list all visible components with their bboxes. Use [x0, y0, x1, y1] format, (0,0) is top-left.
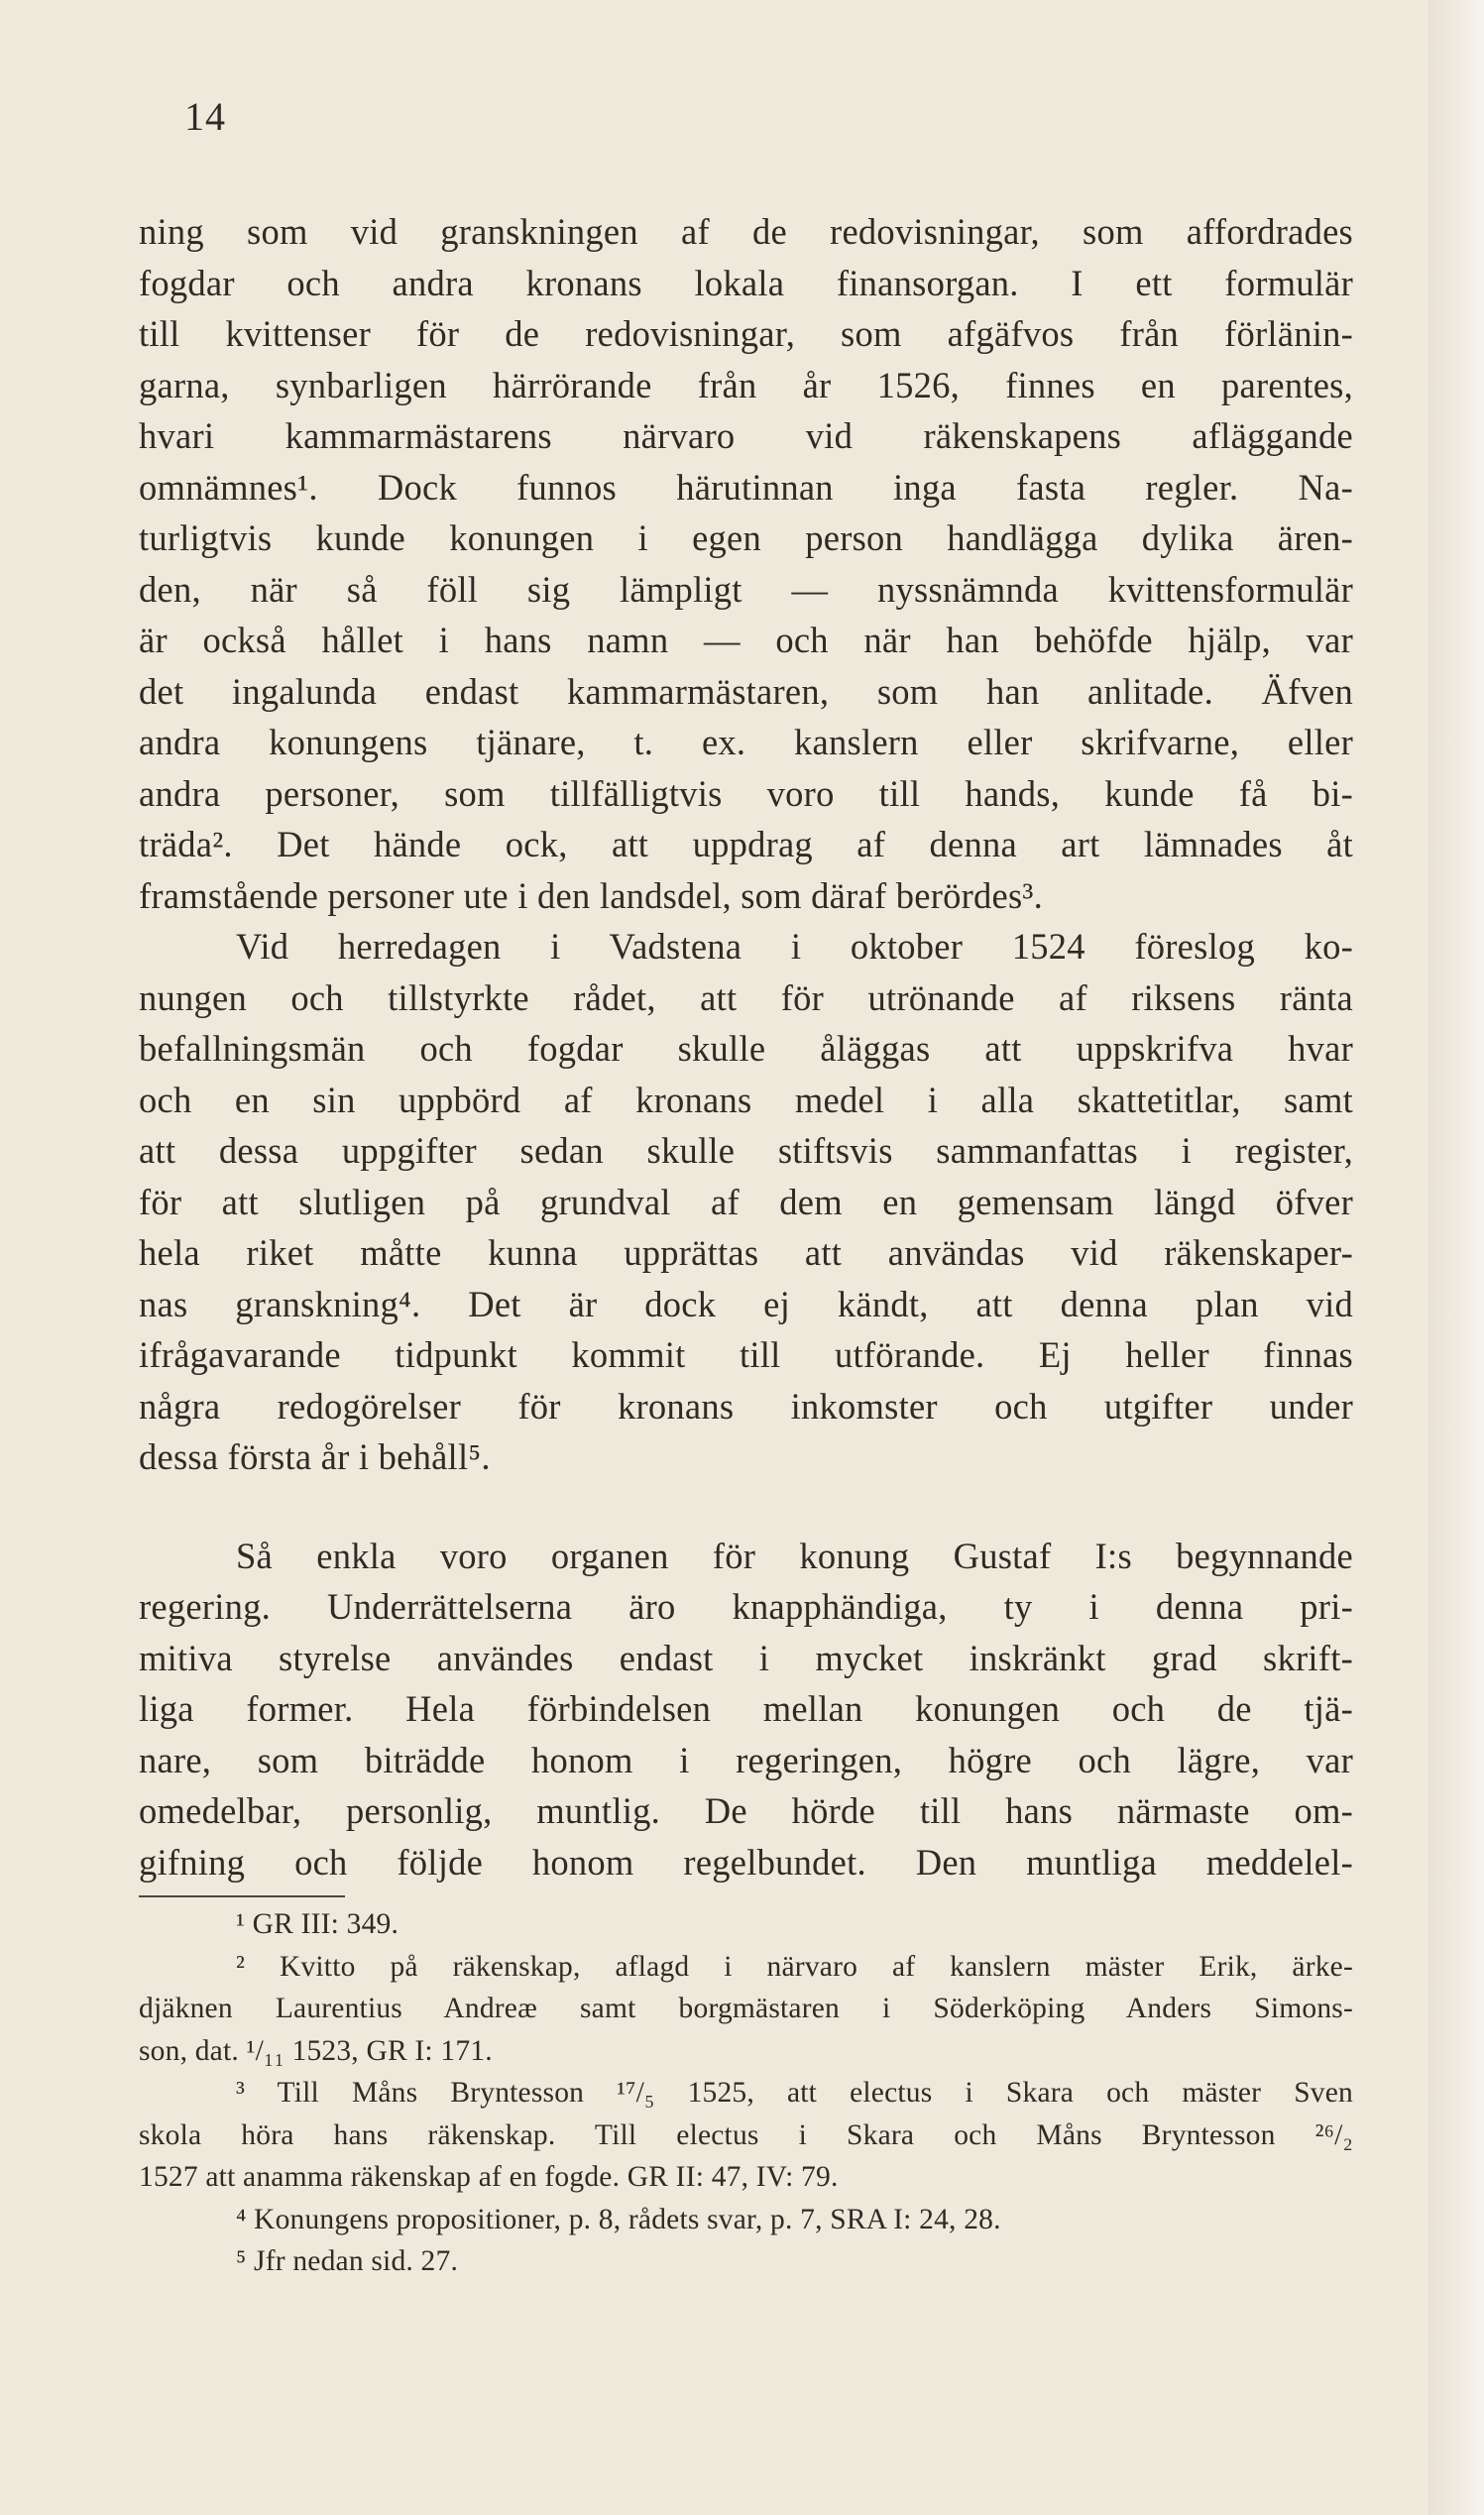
text-line: Vid herredagen i Vadstena i oktober 1524 föreslog ko- [236, 926, 1353, 967]
text-line: omedelbar, personlig, muntlig. De hörde till hans närmaste om- [139, 1790, 1353, 1831]
footnote-line: ⁴ Konungens propositioner, p. 8, rådets svar, p. 7, SRA I: 24, 28. [236, 2203, 1001, 2235]
footnote-line: 1527 att anamma räkenskap af en fogde. GR II: 47, IV: 79. [139, 2161, 839, 2193]
text-line: ning som vid granskningen af de redovisningar, som affordrades [139, 211, 1353, 252]
text-line: det ingalunda endast kammarmästaren, som han anlitade. Äfven [139, 670, 1353, 712]
text-line: nas granskning⁴. Det är dock ej kändt, att denna plan vid [139, 1283, 1353, 1324]
body-text [139, 206, 1353, 1887]
text-line: mitiva styrelse användes endast i mycket inskränkt grad skrift- [139, 1637, 1353, 1678]
text-line: befallningsmän och fogdar skulle åläggas att uppskrifva hvar [139, 1028, 1353, 1069]
text-line: till kvittenser för de redovisningar, som afgäfvos från förlänin- [139, 313, 1353, 354]
text-line: framstående personer ute i den landsdel, som däraf berördes³. [139, 874, 1043, 916]
text-line: andra konungens tjänare, t. ex. kanslern eller skrifvarne, eller [139, 722, 1353, 762]
footnote-line: ⁵ Jfr nedan sid. 27. [236, 2245, 459, 2277]
text-line: Så enkla voro organen för konung Gustaf I:s begynnande [236, 1535, 1353, 1576]
text-line: dessa första år i behåll⁵. [139, 1436, 491, 1477]
text-line: nare, som biträdde honom i regeringen, högre och lägre, var [139, 1739, 1353, 1780]
footnote-line: ² Kvitto på räkenskap, aflagd i närvaro af kanslern mäster Erik, ärke- [236, 1950, 1353, 1983]
text-line: gifning och följde honom regelbundet. Den muntliga meddelel- [139, 1841, 1353, 1883]
text-line: omnämnes¹. Dock funnos härutinnan inga fasta regler. Na- [139, 466, 1353, 508]
text-line: liga former. Hela förbindelsen mellan konungen och de tjä- [139, 1688, 1353, 1729]
text-line: är också hållet i hans namn — och när han behöfde hjälp, var [139, 620, 1353, 660]
page-edge [1428, 0, 1484, 2515]
text-line: träda². Det hände ock, att uppdrag af denna art lämnades åt [139, 824, 1353, 864]
paragraph-gap [139, 1483, 1353, 1531]
text-line: fogdar och andra kronans lokala finansorgan. I ett formulär [139, 262, 1353, 303]
text-line: hela riket måtte kunna upprättas att användas vid räkenskaper- [139, 1232, 1353, 1273]
text-line: garna, synbarligen härrörande från år 1526, finnes en parentes, [139, 364, 1353, 405]
text-line: ifrågavarande tidpunkt kommit till utförande. Ej heller finnas [139, 1334, 1353, 1375]
footnote-line: skola höra hans räkenskap. Till electus i Skara och Måns Bryntesson ²⁶/₂ [139, 2118, 1353, 2151]
text-line: turligtvis kunde konungen i egen person handlägga dylika ären- [139, 517, 1353, 558]
footnote-line: djäknen Laurentius Andreæ samt borgmästaren i Söderköping Anders Simons- [139, 1993, 1353, 2024]
text-line: den, när så föll sig lämpligt — nyssnämnda kvittensformulär [139, 568, 1353, 610]
text-line: nungen och tillstyrkte rådet, att för utrönande af riksens ränta [139, 976, 1353, 1018]
page-number: 14 [184, 94, 226, 139]
text-line: hvari kammarmästarens närvaro vid räkenskapens afläggande [139, 415, 1353, 456]
text-line: några redogörelser för kronans inkomster och utgifter under [139, 1385, 1353, 1427]
text-line: att dessa uppgifter sedan skulle stiftsvis sammanfattas i register, [139, 1130, 1353, 1171]
footnote-line: ¹ GR III: 349. [236, 1908, 400, 1940]
text-line: andra personer, som tillfälligtvis voro till hands, kunde få bi- [139, 772, 1353, 814]
footnote-line: son, dat. ¹/₁₁ 1523, GR I: 171. [139, 2034, 493, 2067]
footnotes [139, 1903, 1353, 2283]
footnote-separator [139, 1895, 345, 1897]
text-line: för att slutligen på grundval af dem en gemensam längd öfver [139, 1181, 1353, 1222]
text-line: och en sin uppbörd af kronans medel i alla skattetitlar, samt [139, 1079, 1353, 1120]
footnote-line: ³ Till Måns Bryntesson ¹⁷/₅ 1525, att electus i Skara och mäster Sven [236, 2077, 1353, 2109]
text-line: regering. Underrättelserna äro knapphändiga, ty i denna pri- [139, 1586, 1353, 1627]
